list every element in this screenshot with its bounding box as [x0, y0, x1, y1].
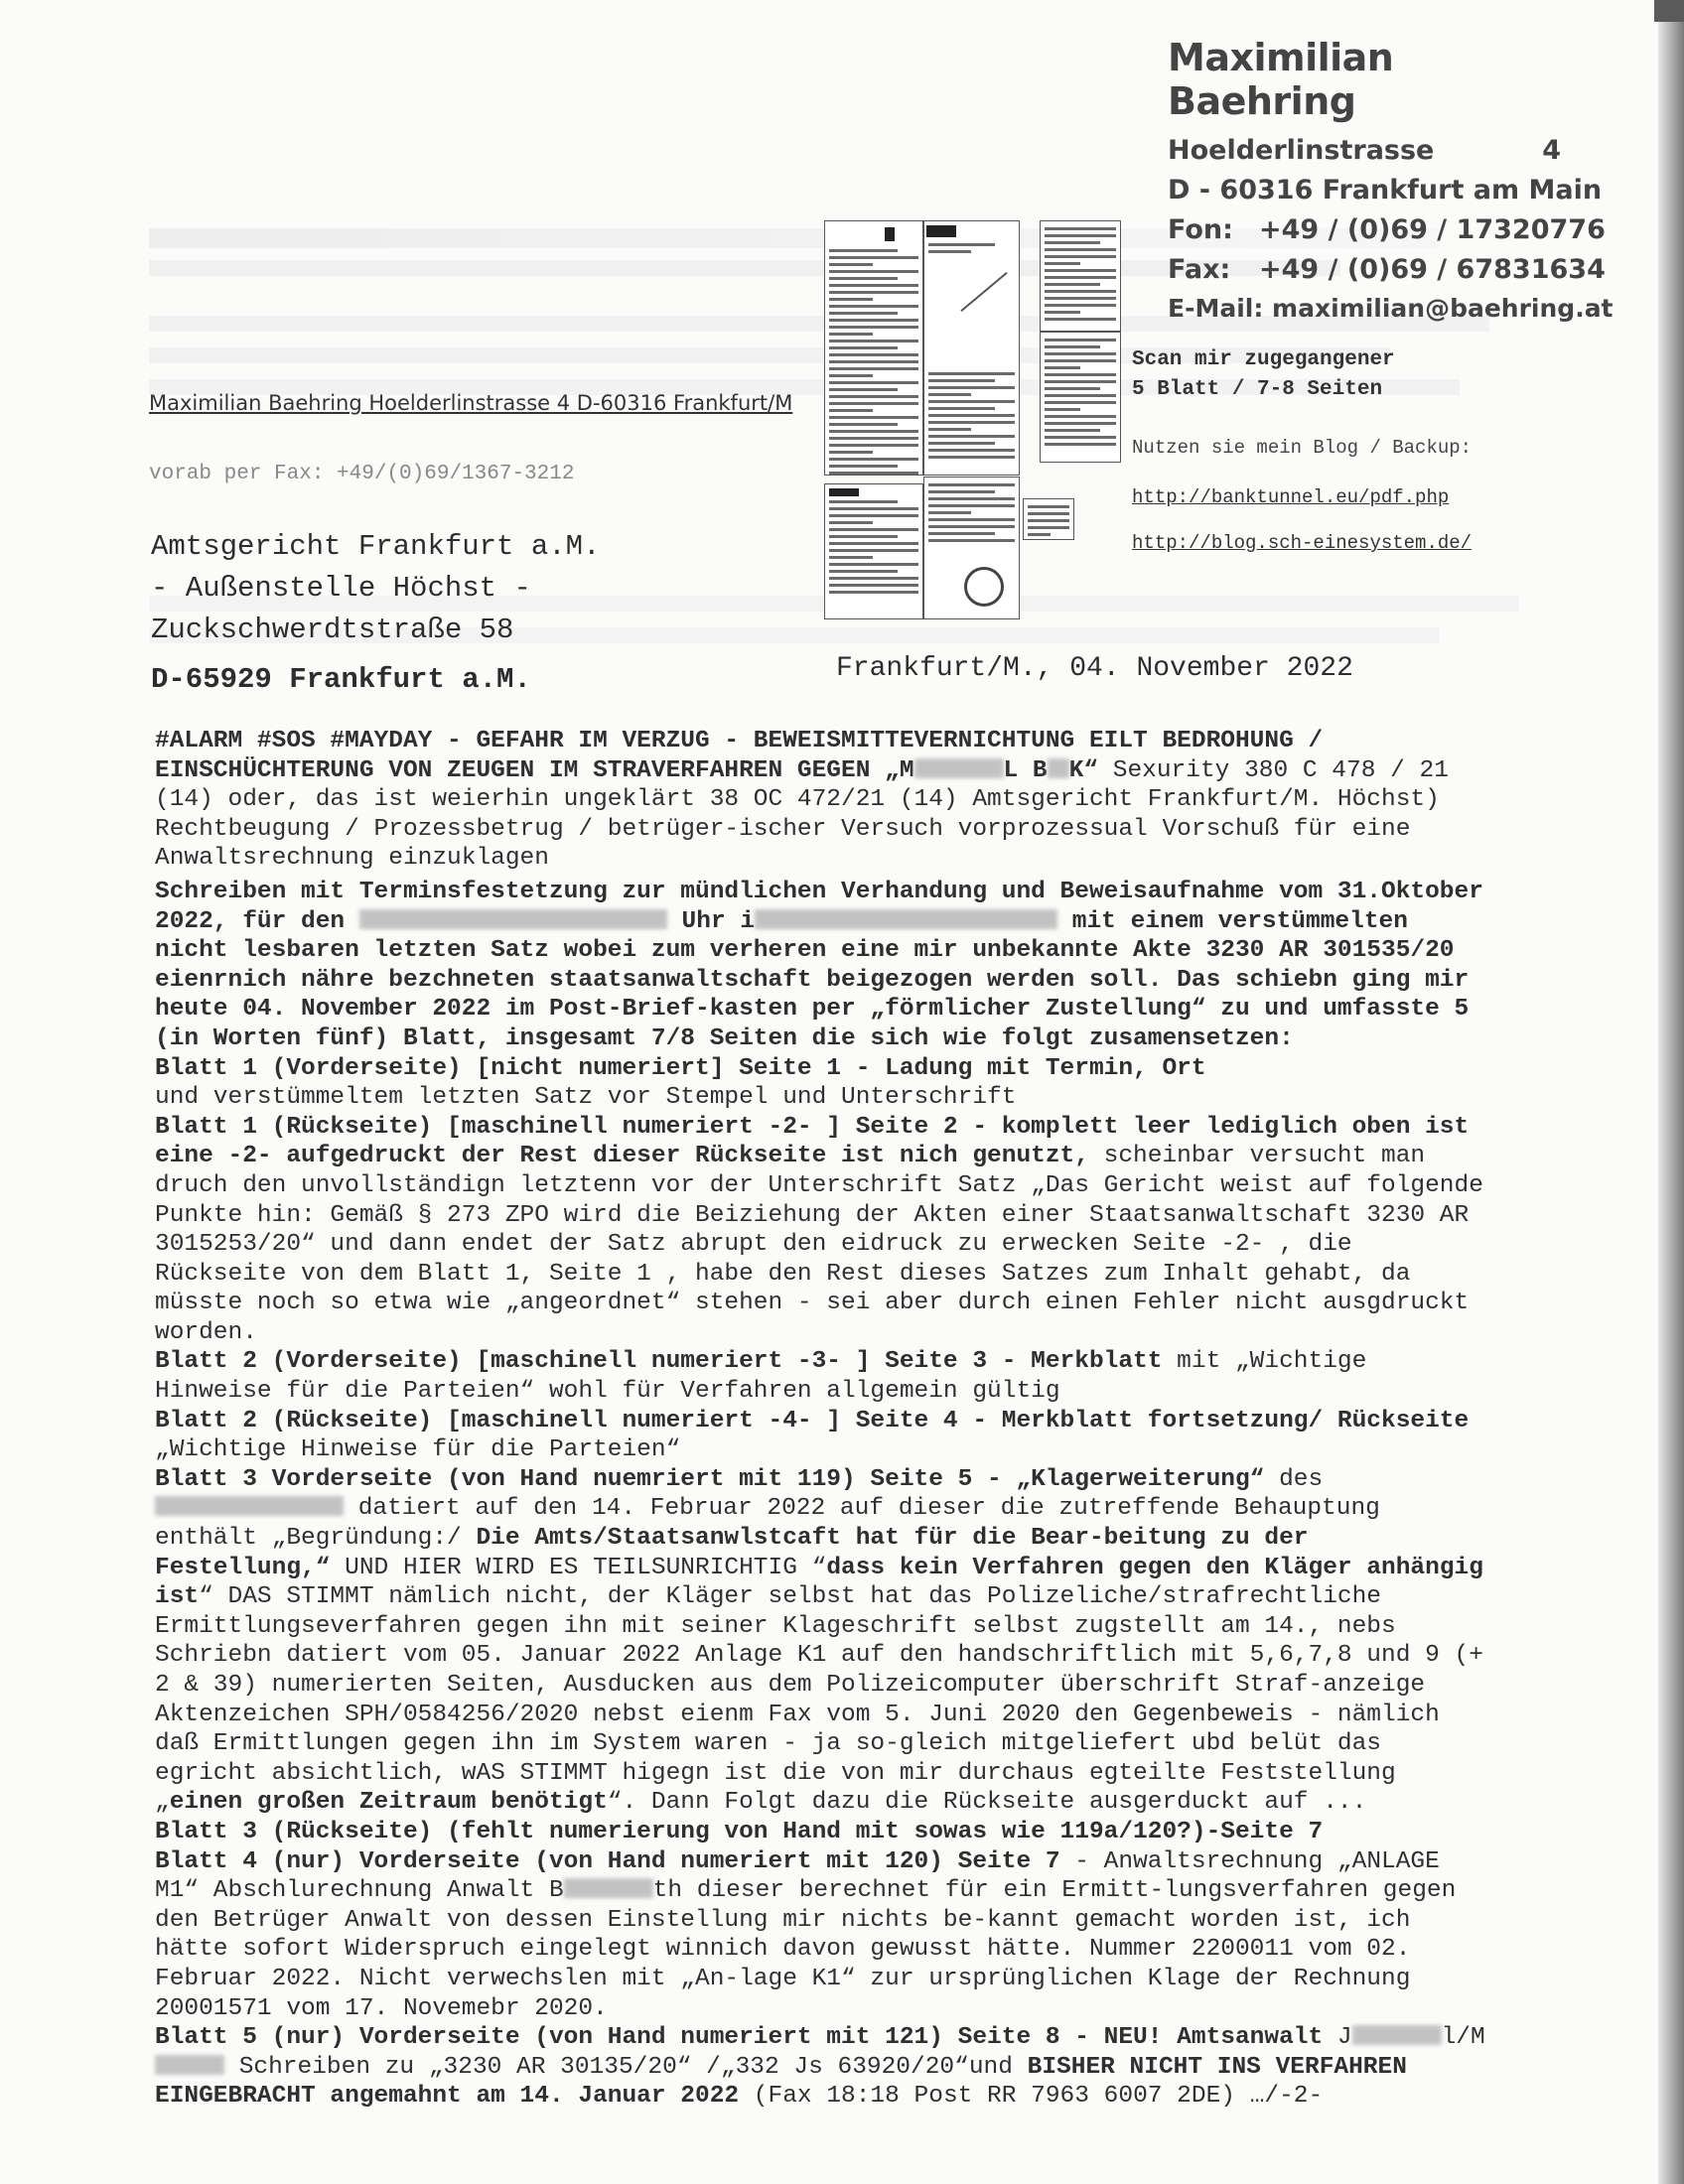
- scan-page-edge: [1658, 0, 1684, 2184]
- item-blatt4: Blatt 4 (nur) Vorderseite (von Hand numeriert mit 120) Seite 7 - Anwaltsrechnung „ANLAGE M1“ Abschlurechnung Anwalt B th dieser berechnet für ein Ermitt-lungsverfahren gegen den Betrüger Anwalt von dessen Einstellung mir nichts be-kannt gemacht worden ist, ich hätte sofort Widerspruch eingelegt winnich davon gewusst hätte. Nummer 2200011 vom 02. Februar 2022. Nicht verwechslen mit „An-lage K1“ zur ursprünglichen Klage der Rechnung 20001571 vom 17. Novemebr 2020.: [155, 1847, 1457, 2022]
- recipient-street: Zuckschwerdtstraße 58: [151, 614, 514, 646]
- redaction: [1352, 2025, 1442, 2045]
- thumb-page-4: [1040, 332, 1121, 463]
- letterhead: [1168, 36, 1614, 328]
- thumb-page-3: [1040, 220, 1121, 332]
- redaction: [564, 1878, 653, 1898]
- blog-intro: Nutzen sie mein Blog / Backup:: [1132, 437, 1473, 459]
- recipient-address: [151, 526, 600, 651]
- return-address-line: Maximilian Baehring Hoelderlinstrasse 4 D-60316 Frankfurt/M: [149, 391, 793, 415]
- redaction: [359, 909, 667, 929]
- scan-thumbnail: [824, 220, 1120, 617]
- fax-notice: vorab per Fax: +49/(0)69/1367-3212: [149, 463, 575, 485]
- item-blatt3-rueckseite: Blatt 3 (Rückseite) (fehlt numerierung von Hand mit sowas wie 119a/120?)-Seite 7: [155, 1818, 1324, 1845]
- sender-city: D - 60316 Frankfurt am Main: [1168, 175, 1603, 205]
- redaction: [755, 909, 1057, 929]
- redaction: [155, 2055, 224, 2075]
- recipient-branch: - Außenstelle Höchst -: [151, 572, 531, 605]
- paragraph-intro: Schreiben mit Terminsfestetzung zur mündlichen Verhandung und Beweisaufnahme vom 31.Oktober 2022, für den Uhr i mit einem verstümmelten nicht lesbaren letzten Satz wobei zum verheren eine mir unbekannte Akte 3230 AR 301535/20 eienrnich nähre bezchneten staatsanwaltschaft beigezogen werden soll. Das schiebn ging mir heute 04. November 2022 im Post-Brief-kasten per „förmlicher Zustellung“ zu und umfasste 5 (in Worten fünf) Blatt, insgesamt 7/8 Seiten die sich wie folgt zusamensetzen:: [155, 878, 1483, 1052]
- item-blatt5: Blatt 5 (nur) Vorderseite (von Hand numeriert mit 121) Seite 8 - NEU! Amtsanwalt J l/M Schreiben zu „3230 AR 30135/20“ /„332 Js 63920/20“und BISHER NICHT INS VERFAHREN EINGEBRACHT angemahnt am 14. Januar 2022 (Fax 18:18 Post RR 7963 6007 2DE) …/-2-: [155, 2024, 1485, 2111]
- redaction: [155, 1496, 344, 1516]
- item-blatt1-vorderseite: Blatt 1 (Vorderseite) [nicht numeriert] Seite 1 - Ladung mit Termin, Ort und verstümmeltem letzten Satz vor Stempel und Unterschrift: [155, 1054, 1206, 1112]
- item-blatt2-vorderseite: Blatt 2 (Vorderseite) [maschinell numeriert -3- ] Seite 3 - Merkblatt mit „Wichtige Hinweise für die Parteien“ wohl für Verfahren allgemein gültig: [155, 1348, 1367, 1406]
- blog-link-banktunnel[interactable]: http://banktunnel.eu/pdf.php: [1132, 486, 1450, 508]
- item-blatt2-rueckseite: Blatt 2 (Rückseite) [maschinell numeriert -4- ] Seite 4 - Merkblatt fortsetzung/ Rückseite „Wichtige Hinweise für die Parteien“: [155, 1407, 1470, 1464]
- letter-date: Frankfurt/M., 04. November 2022: [836, 653, 1353, 684]
- sender-email: E-Mail: maximilian@baehring.at: [1168, 294, 1614, 323]
- thumb-page-6: [923, 477, 1020, 619]
- redaction: [914, 758, 1004, 778]
- sender-name: Maximilian Baehring: [1168, 36, 1394, 123]
- item-blatt3-vorderseite: Blatt 3 Vorderseite (von Hand nuemriert mit 119) Seite 5 - „Klagerweiterung“ des datiert auf den 14. Februar 2022 auf dieser die zutreffende Behauptung enthält „Begründung:/ Die Amts/Staatsanwlstcaft hat für die Bear-beitung zu der Festellung,“ UND HIER WIRD ES TEILSUNRICHTIG “dass kein Verfahren gegen den Kläger anhängig ist“ DAS STIMMT nämlich nicht, der Kläger selbst hat das Polizeliche/strafrechtliche Ermittlungseverfahren gegen ihn mit seiner Klageschrift selbst zugstellt am 14., nebs Schriebn datiert vom 05. Januar 2022 Anlage K1 auf den handschriftlich mit 5,6,7,8 und 9 (+ 2 & 39) numerierten Seiten, Ausducken aus dem Polizeicomputer überschrift Straf-anzeige Aktenzeichen SPH/0584256/2020 nebst eienm Fax vom 5. Juni 2020 den Gegenbeweis - nämlich daß Ermittlungen gegen ihn im System waren - ja so-gleich mitgeliefert ubd belüt das egricht absichtlich, wAS STIMMT higegn ist die von mir durchaus egteilte Feststellung „einen großen Zeitraum benötigt“. Dann Folgt dazu die Rückseite ausgerduckt auf ...: [155, 1465, 1483, 1817]
- recipient-city: D-65929 Frankfurt a.M.: [151, 663, 531, 696]
- thumb-page-2: [923, 220, 1020, 476]
- thumb-page-5: [824, 483, 923, 619]
- sender-fax: Fax: +49 / (0)69 / 67831634: [1168, 254, 1606, 285]
- letter-body: [155, 727, 1495, 2112]
- sender-phone: Fon: +49 / (0)69 / 17320776: [1168, 214, 1606, 245]
- scan-corner: [1654, 0, 1684, 22]
- scan-note: Scan mir zugegangener 5 Blatt / 7-8 Seiten: [1132, 348, 1395, 401]
- sender-house-number: 4: [1542, 135, 1561, 166]
- subject: #ALARM #SOS #MAYDAY - GEFAHR IM VERZUG - BEWEISMITTEVERNICHTUNG EILT BEDROHUNG / EINSCHÜCHTERUNG VON ZEUGEN IM STRAVERFAHREN GEGEN „M L B K“ Sexurity 380 C 478 / 21 (14) oder, das ist weierhin ungeklärt 38 OC 472/21 (14) Amtsgericht Frankfurt/M. Höchst) Rechtbeugung / Prozessbetrug / betrüger-ischer Versuch vorprozessual Vorschuß für eine Anwaltsrechnung einzuklagen: [155, 728, 1449, 873]
- redaction: [1048, 758, 1069, 778]
- thumb-page-1: [824, 220, 923, 476]
- item-blatt1-rueckseite: Blatt 1 (Rückseite) [maschinell numeriert -2- ] Seite 2 - komplett leer lediglich oben ist eine -2- aufgedruckt der Rest dieser Rückseite ist nich genutzt, scheinbar versucht man druch den unvollständign letztenn vor der Unterschrift Satz „Das Gericht weist auf folgende Punkte hin: Gemäß § 273 ZPO wird die Beiziehung der Akten einer Staatsanwaltschaft 3230 AR 3015253/20“ und dann endet der Satz abrupt den eidruck zu erwecken Seite -2- , die Rückseite von dem Blatt 1, Seite 1 , habe den Rest dieses Satzes zum Inhalt gehabt, da müsste noch so etwa wie „angeordnet“ stehen - sei aber durch einen Fehler nicht ausgdruckt worden.: [155, 1113, 1483, 1346]
- sender-street: Hoelderlinstrasse 4: [1168, 131, 1565, 171]
- thumb-page-7: [1023, 498, 1074, 540]
- recipient-court: Amtsgericht Frankfurt a.M.: [151, 530, 601, 563]
- blog-link-scheinesystem[interactable]: http://blog.sch-einesystem.de/: [1132, 532, 1473, 554]
